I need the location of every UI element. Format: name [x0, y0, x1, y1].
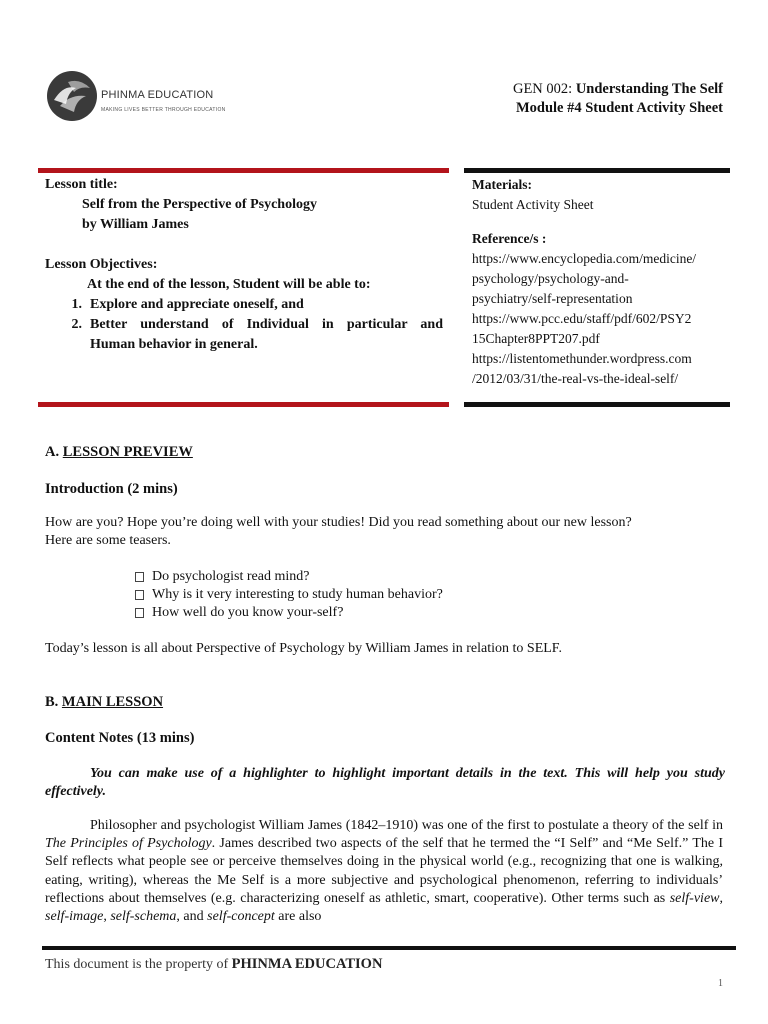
- objective-item: [45, 295, 443, 315]
- course-line: [513, 80, 723, 99]
- materials-value: Student Activity Sheet: [472, 197, 594, 212]
- term-self-image: self-image: [45, 909, 104, 925]
- lesson-title-line-2: by William James: [82, 217, 189, 232]
- right-box-bottom-rule: [464, 402, 730, 407]
- course-code: GEN 002:: [512, 81, 576, 97]
- reference-line[interactable]: 15Chapter8PPT207.pdf: [472, 331, 600, 346]
- paragraph-text: Philosopher and psychologist William James (1842–1910) was one of the first to postulate a theory of the self in: [90, 818, 723, 833]
- objective-text: Better understand of Individual in particular and: [90, 317, 443, 332]
- intro-line-2: Here are some teasers.: [45, 533, 171, 548]
- section-a-prefix: A.: [45, 444, 63, 460]
- objective-number: 1.: [71, 297, 82, 312]
- references-label: Reference/s :: [472, 231, 547, 246]
- term-self-concept: self-concept: [207, 909, 275, 925]
- objective-number: 2.: [71, 317, 82, 332]
- logo-wordmark: PHINMA EDUCATION: [101, 89, 214, 101]
- lesson-title-line-1: Self from the Perspective of Psychology: [82, 197, 317, 212]
- teaser-text: Do psychologist read mind?: [152, 569, 310, 584]
- lesson-info-box: [45, 175, 443, 355]
- section-b-title: MAIN LESSON: [61, 694, 164, 710]
- materials-label: Materials:: [472, 177, 532, 192]
- term-self-view: self-view: [669, 890, 720, 906]
- objective-text: Explore and appreciate oneself, and: [90, 297, 304, 312]
- footer-prefix: This document is the property of: [45, 957, 232, 972]
- objectives-intro: At the end of the lesson, Student will be able to:: [87, 277, 371, 292]
- left-box-bottom-rule: [38, 402, 449, 407]
- objectives-label: Lesson Objectives:: [45, 257, 158, 272]
- teaser-item: [135, 586, 443, 604]
- teaser-text: Why is it very interesting to study human behavior?: [152, 587, 443, 602]
- checkbox-icon: [135, 590, 144, 600]
- checkbox-icon: [135, 572, 144, 582]
- checkbox-icon: [135, 608, 144, 618]
- section-b-heading: [45, 693, 163, 711]
- teaser-item: [135, 604, 443, 622]
- section-a-title: LESSON PREVIEW: [62, 444, 193, 460]
- course-title: Understanding The Self: [575, 81, 723, 97]
- phinma-logo: [46, 70, 226, 124]
- module-title: Module #4 Student Activity Sheet: [515, 100, 723, 116]
- teaser-list: [135, 568, 443, 622]
- reference-line[interactable]: psychology/psychology-and-: [472, 271, 629, 286]
- teaser-text: How well do you know your-self?: [152, 605, 344, 620]
- section-b-prefix: B.: [45, 694, 62, 710]
- footer-owner: PHINMA EDUCATION: [231, 956, 383, 972]
- teaser-item: [135, 568, 443, 586]
- objective-item-continued: [45, 335, 443, 355]
- main-paragraph: Philosopher and psychologist William James (1842–1910) was one of the first to postulate a theory of the self in The Principles of Psychology. James described two aspects of the self that he termed the “I Self” and “Me Self.” The I Self reflects what people see or perceive themselves doing in the physical world (e.g., recognizing that one is walking, eating, writing), whereas the Me Self is a more subjective and psychological phenomenon, referring to individuals’ reflections about themselves (e.g. characterizing oneself as athletic, smart, cooperative). Other terms such as self-view, self-image, self-schema, and self-concept are also: [45, 818, 723, 925]
- intro-paragraph: [45, 514, 725, 550]
- lesson-title-label: Lesson title:: [45, 177, 118, 192]
- term-self-schema: self-schema: [110, 909, 177, 925]
- materials-box: [472, 175, 730, 389]
- left-box-top-rule: [38, 168, 449, 173]
- intro-line-1: How are you? Hope you’re doing well with your studies! Did you read something about our new lesson?: [45, 515, 632, 530]
- section-a-heading: [45, 443, 193, 461]
- book-title: The Principles of Psychology: [45, 836, 212, 852]
- reference-line[interactable]: https://www.pcc.edu/staff/pdf/602/PSY2: [472, 311, 692, 326]
- footer-rule: [42, 946, 736, 950]
- page-number: 1: [718, 978, 723, 989]
- right-box-top-rule: [464, 168, 730, 173]
- today-lesson-text: Today’s lesson is all about Perspective of Psychology by William James in relation to SELF.: [45, 641, 562, 656]
- footer-ownership: [45, 955, 382, 974]
- content-notes-heading: Content Notes (13 mins): [45, 730, 195, 746]
- reference-line[interactable]: https://listentomethunder.wordpress.com: [472, 351, 692, 366]
- reference-line[interactable]: https://www.encyclopedia.com/medicine/: [472, 251, 697, 266]
- highlighter-note: You can make use of a highlighter to highlight important details in the text. This will help you study effectively.: [45, 766, 725, 799]
- logo-globe-icon: [46, 70, 98, 122]
- paragraph-text: . James described two aspects of the self that he termed the “I Self” and “Me Self.” The I Self reflects what people see or perceive themselves doing in the physical world (e.g., recognizing that one is walking, eating, writing), whereas the Me Self is a more subjective and psychological phenomenon, referring to individuals’ reflections about themselves (e.g. characterizing oneself as athletic, smart, cooperative). Other terms such as: [45, 836, 723, 906]
- objective-text-continued: Human behavior in general.: [90, 337, 258, 352]
- objective-item: [45, 315, 443, 335]
- course-header: [513, 80, 723, 118]
- logo-tagline: MAKING LIVES BETTER THROUGH EDUCATION: [101, 107, 226, 113]
- reference-line[interactable]: psychiatry/self-representation: [472, 291, 633, 306]
- introduction-heading: Introduction (2 mins): [45, 481, 178, 497]
- reference-line[interactable]: /2012/03/31/the-real-vs-the-ideal-self/: [472, 371, 679, 386]
